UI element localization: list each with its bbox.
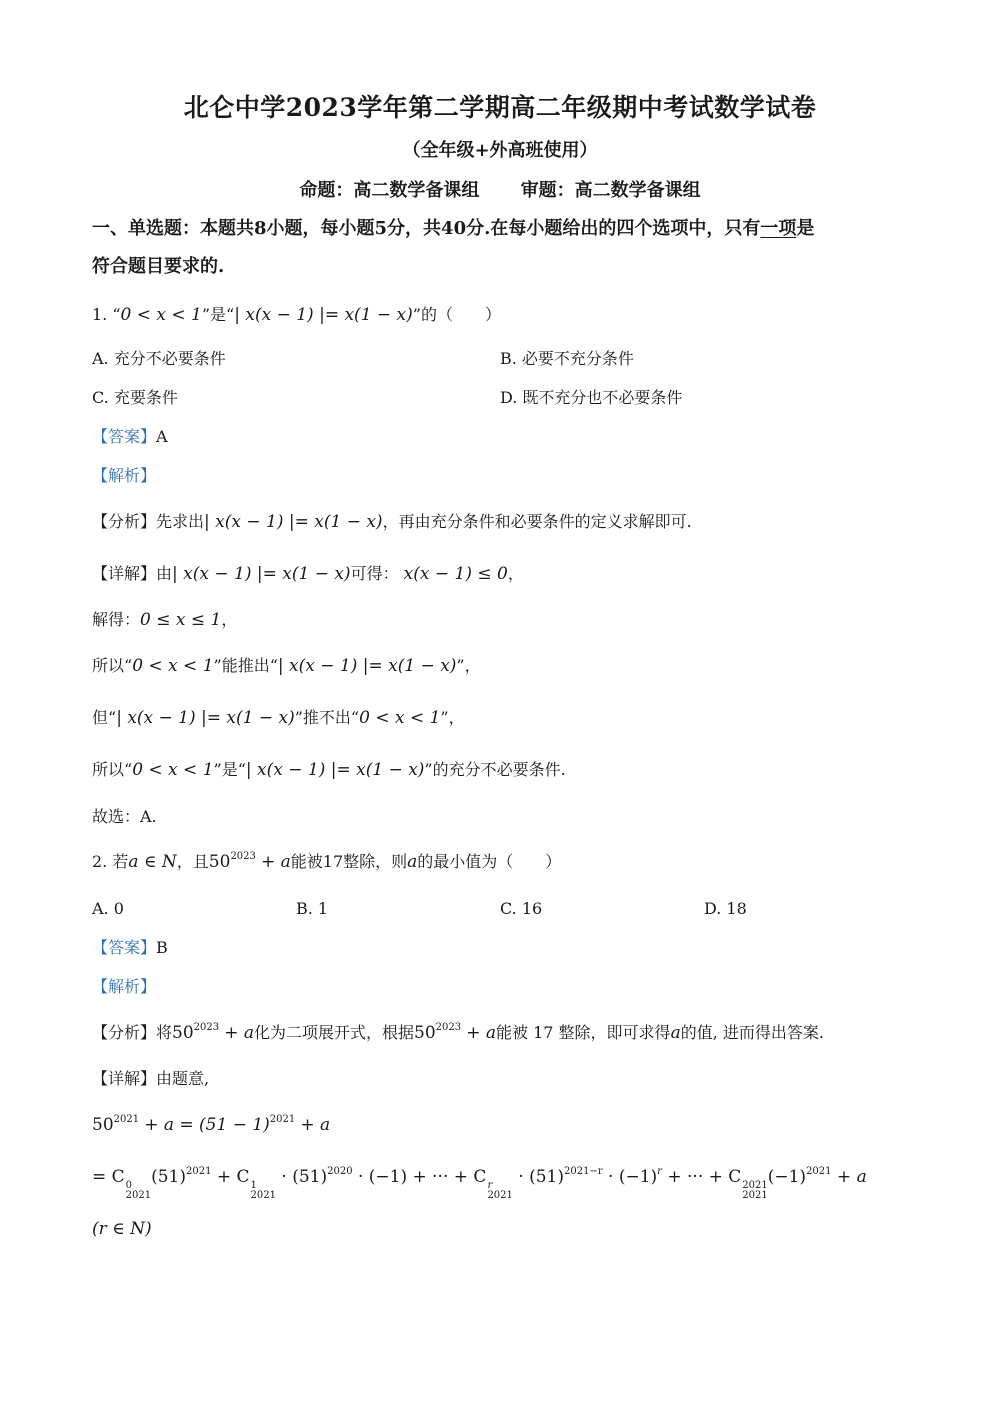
q1-fenxi-b: ，再由充分条件和必要条件的定义求解即可. — [382, 512, 692, 531]
section-intro-end: 是 — [796, 218, 815, 239]
q2-e2-cn-sup: 2021 — [742, 1180, 768, 1191]
q2-equation-3: (r ∈ N) — [92, 1219, 152, 1239]
section-intro-underline: 一项 — [760, 218, 797, 239]
q1-l1-a: 解得： — [92, 610, 141, 629]
q1-l2-math-1: 0 < x < 1 — [132, 656, 214, 676]
q2-fenxi-tag: 【分析】 — [92, 1023, 157, 1042]
q2-e2-t4b: + a — [836, 1167, 867, 1187]
q1-fenxi-tag: 【分析】 — [92, 512, 157, 531]
q1-number: 1. — [92, 305, 108, 324]
q2-e2-c1 — [251, 1181, 276, 1201]
q1-l2-b: ”能推出“ — [213, 656, 278, 675]
q2-e2-t4-exp: 2021 — [806, 1166, 832, 1177]
q1-l2-math-2: | x(x − 1) |= x(1 − x) — [277, 656, 457, 676]
setters: 命题：高二数学备课组 — [299, 180, 480, 201]
q1-math-1: 0 < x < 1 — [120, 305, 202, 325]
section-heading — [92, 210, 912, 286]
q1-l3-math-2: 0 < x < 1 — [359, 708, 441, 728]
q1-analysis-tag: 【解析】 — [92, 466, 157, 485]
q2-e1-base: 50 — [92, 1115, 114, 1135]
q2-fenxi-exp-1: 2023 — [193, 1022, 220, 1033]
q2-fenxi-plus-a-1: + a — [224, 1023, 255, 1043]
q2-fenxi-base-2: 50 — [414, 1023, 436, 1043]
q1-xj-math-2: x(x − 1) ≤ 0 — [403, 564, 508, 584]
q2-e2-c0 — [126, 1181, 151, 1201]
q2-e2-cr-sub: 2021 — [487, 1190, 513, 1201]
q2-text-d: 的最小值为（ ） — [417, 852, 562, 871]
q1-fenxi-math: | x(x − 1) |= x(1 − x) — [204, 512, 383, 532]
q2-text-a: 若 — [112, 852, 129, 871]
q1-answer — [92, 426, 168, 448]
authors-line — [0, 176, 1000, 202]
q1-answer-tag: 【答案】 — [92, 427, 157, 446]
q2-e2-t2b: · (−1) + ··· + C — [357, 1167, 487, 1187]
q1-xj-a: 由 — [156, 564, 173, 583]
q1-xj-c: ， — [507, 564, 524, 583]
q2-equation-1 — [92, 1114, 330, 1136]
q1-l3-b: ”推不出“ — [294, 708, 360, 727]
q2-e2-c1-sub: 2021 — [250, 1190, 276, 1201]
q1-l1-b: ， — [221, 610, 238, 629]
q2-e1-exp2: 2021 — [269, 1114, 296, 1125]
q2-e2-t2: · (51) — [281, 1167, 328, 1187]
q1-option-b: B. 必要不充分条件 — [500, 349, 634, 368]
q2-e2-c0-sup: 0 — [125, 1180, 133, 1191]
q1-l2-a: 所以“ — [92, 656, 133, 675]
q2-number: 2. — [92, 852, 108, 871]
q1-text-c: ”的（ ） — [412, 305, 501, 324]
reviewers: 审题：高二数学备课组 — [520, 180, 701, 201]
q2-e2-cn-sub: 2021 — [742, 1190, 768, 1201]
q2-plus-a: + a — [260, 852, 291, 872]
q1-option-c: C. 充要条件 — [92, 388, 178, 407]
q1-text-b: ”是“ — [201, 305, 235, 324]
q1-l3-math-1: | x(x − 1) |= x(1 − x) — [116, 708, 295, 728]
q1-xiangjie — [92, 563, 524, 585]
q2-fenxi-exp-2: 2023 — [435, 1022, 462, 1033]
q2-e2-t1-exp: 2021 — [186, 1166, 212, 1177]
q1-l4-b: ”是“ — [213, 760, 246, 779]
q2-e2-c1-sup: 1 — [250, 1180, 257, 1191]
section-intro-line2: 符合题目要求的. — [92, 256, 225, 277]
q2-e1-end: + a — [300, 1115, 331, 1135]
q2-fenxi-math: a — [670, 1023, 681, 1043]
q2-e1-mid: + a = (51 − 1) — [144, 1115, 270, 1135]
q1-xj-b: 可得： — [350, 564, 399, 583]
q1-option-a: A. 充分不必要条件 — [92, 349, 226, 368]
q2-fenxi-base-1: 50 — [172, 1023, 194, 1043]
q2-e2-cr — [487, 1181, 512, 1201]
q2-e2-plus-c: + C — [216, 1167, 250, 1187]
page-subtitle: （全年级+外高班使用） — [402, 140, 598, 161]
q2-text-c: 能被17整除，则 — [290, 852, 408, 871]
q2-e2-t3b-exp: r — [657, 1166, 662, 1177]
q2-answer — [92, 937, 168, 959]
q1-l3-c: ”， — [440, 708, 465, 727]
q1-l4-c: ”的充分不必要条件. — [424, 760, 566, 779]
q1-fenxi — [92, 511, 692, 533]
q1-l4-math-1: 0 < x < 1 — [132, 760, 214, 780]
q1-line-3 — [92, 707, 465, 729]
q2-math-2: a — [407, 852, 418, 872]
q1-fenxi-a: 先求出 — [156, 512, 205, 531]
q2-e2-t3-exp: 2021−r — [564, 1166, 603, 1177]
q2-fenxi-a: 将 — [156, 1023, 173, 1042]
q2-e2-t3: · (51) — [518, 1167, 565, 1187]
q2-fenxi-c: 能被 17 整除，即可求得 — [496, 1023, 671, 1042]
q1-stem — [92, 304, 501, 326]
q2-e2-cn — [742, 1181, 767, 1201]
q2-option-b: B. 1 — [296, 899, 329, 918]
q2-option-c: C. 16 — [500, 899, 543, 918]
section-intro: 一、单选题：本题共8小题，每小题5分，共40分.在每小题给出的四个选项中，只有 — [92, 218, 761, 239]
q2-e2-lead: = C — [92, 1167, 125, 1187]
q1-l3-a: 但“ — [92, 708, 117, 727]
q2-e2-t1: (51) — [151, 1167, 187, 1187]
page-title: 北仑中学2023学年第二学期高二年级期中考试数学试卷 — [183, 93, 817, 122]
q2-e2-t4: (−1) — [767, 1167, 807, 1187]
q2-e2-t2-exp: 2020 — [327, 1166, 353, 1177]
q1-line-2 — [92, 655, 481, 677]
q2-answer-value: B — [156, 938, 168, 957]
q2-answer-tag: 【答案】 — [92, 938, 157, 957]
q1-l4-math-2: | x(x − 1) |= x(1 − x) — [245, 760, 425, 780]
q2-e2-c0-sub: 2021 — [125, 1190, 152, 1201]
q2-option-a: A. 0 — [92, 899, 124, 918]
q2-e2-t3c: + ··· + C — [667, 1167, 742, 1187]
q2-e1-exp: 2021 — [113, 1114, 140, 1125]
q1-xj-math-1: | x(x − 1) |= x(1 − x) — [172, 564, 351, 584]
q2-e2-t3b: · (−1) — [608, 1167, 658, 1187]
q2-math-1: a ∈ N — [128, 852, 177, 872]
q2-fenxi — [92, 1022, 824, 1044]
q1-math-2: | x(x − 1) |= x(1 − x) — [234, 305, 413, 325]
q2-base: 50 — [208, 852, 231, 872]
q1-line-1 — [92, 609, 237, 631]
q2-e2-cr-sup: r — [487, 1180, 493, 1191]
q2-xiangjie-text: 由题意, — [156, 1069, 210, 1088]
q2-fenxi-d: 的值, 进而得出答案. — [680, 1023, 824, 1042]
q1-answer-value: A — [156, 427, 168, 446]
q2-fenxi-plus-a-2: + a — [466, 1023, 497, 1043]
q2-exp: 2023 — [230, 851, 256, 862]
q1-text-a: “ — [112, 305, 121, 324]
q2-xiangjie — [92, 1068, 209, 1090]
q2-analysis-tag: 【解析】 — [92, 977, 157, 996]
q1-l1-math: 0 ≤ x ≤ 1 — [140, 610, 222, 630]
q2-fenxi-b: 化为二项展开式，根据 — [254, 1023, 415, 1042]
q2-xiangjie-tag: 【详解】 — [92, 1069, 157, 1088]
q1-xiangjie-tag: 【详解】 — [92, 564, 157, 583]
q1-option-d: D. 既不充分也不必要条件 — [500, 388, 683, 407]
q1-line-4 — [92, 759, 566, 781]
q1-l4-a: 所以“ — [92, 760, 133, 779]
q1-conclusion: 故选：A. — [92, 807, 157, 826]
q2-option-d: D. 18 — [704, 899, 747, 918]
q2-equation-2 — [92, 1166, 867, 1201]
q2-text-b: ，且 — [176, 852, 209, 871]
q1-l2-c: ”， — [456, 656, 481, 675]
q2-stem — [92, 851, 561, 873]
